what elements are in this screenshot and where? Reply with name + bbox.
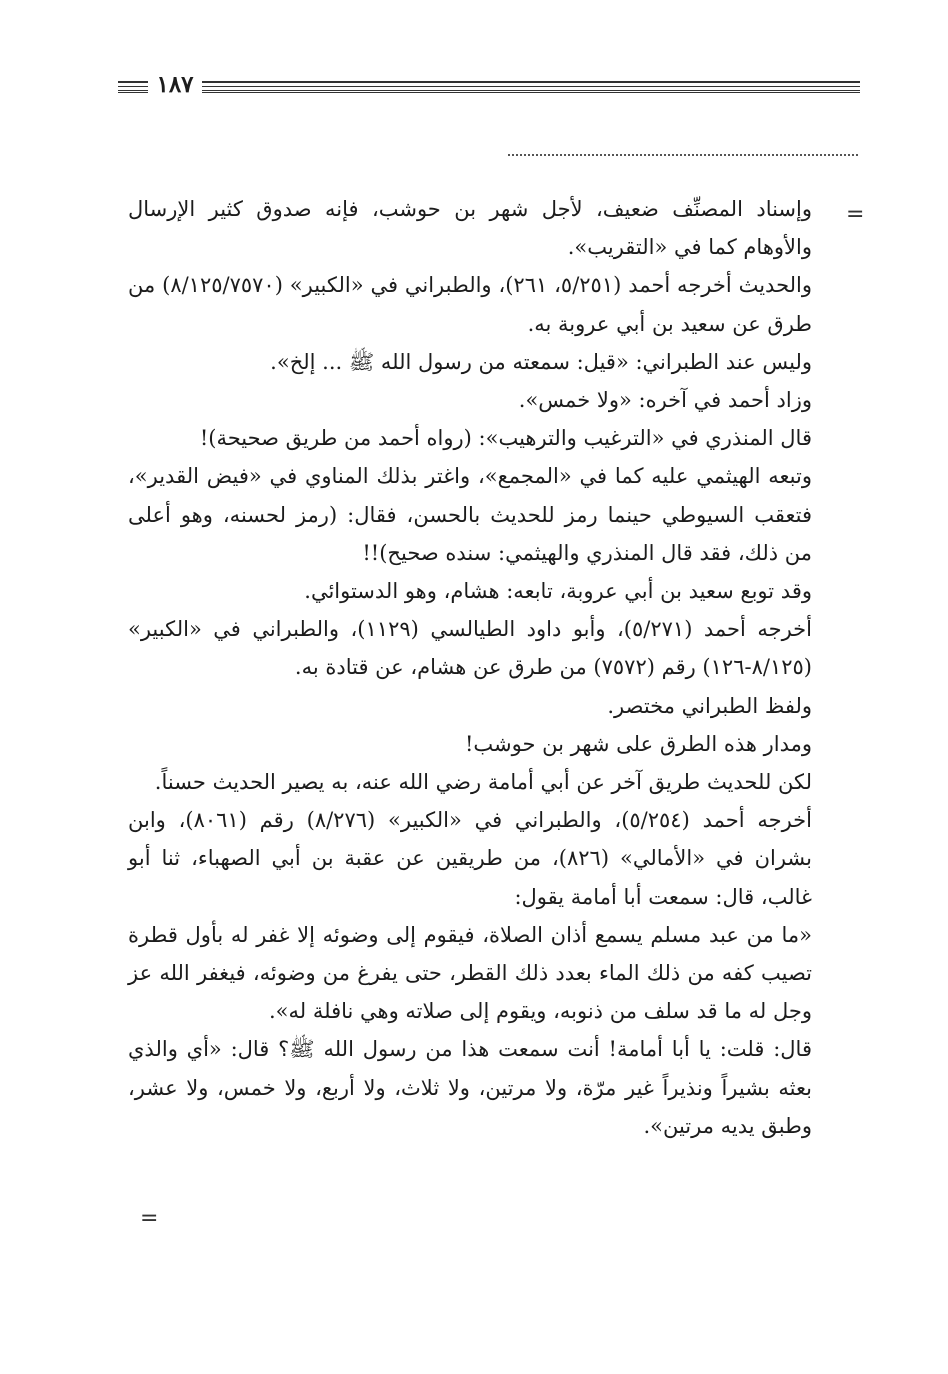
- paragraph: ولفظ الطبراني مختصر.: [607, 693, 812, 718]
- paragraph: والحديث أخرجه أحمد (٥/٢٥١، ٢٦١)، والطبراني في «الكبير» (٨/١٢٥/٧٥٧٠) من طرق عن سعيد بن أبي عروبة به.: [128, 273, 812, 336]
- paragraph: قال المنذري في «الترغيب والترهيب»: (رواه أحمد من طريق صحيحة)!: [199, 426, 812, 451]
- continuation-mark-bottom: =: [140, 1206, 159, 1231]
- paragraph: لكن للحديث طريق آخر عن أبي أمامة رضي الله عنه، به يصير الحديث حسناً.: [154, 770, 812, 795]
- paragraph: ومدار هذه الطرق على شهر بن حوشب!: [464, 731, 812, 756]
- paragraph: وزاد أحمد في آخره: «ولا خمس».: [518, 388, 812, 413]
- paragraph: أخرجه أحمد (٥/٢٥٤)، والطبراني في «الكبير» (٨/٢٧٦) رقم (٨٠٦١)، وابن بشران في «الأمالي» (٨٢٦)، من طريقين عن عقبة بن أبي الصهباء، ثنا أبو غالب، قال: سمعت أبا أمامة يقول:: [128, 808, 812, 909]
- paragraph: وإسناد المصنِّف ضعيف، لأجل شهر بن حوشب، فإنه صدوق كثير الإرسال والأوهام كما في «التقريب».: [128, 197, 812, 260]
- header-rule-right: [202, 81, 860, 93]
- page-number: ١٨٧: [156, 71, 194, 98]
- page-header: [118, 70, 860, 104]
- footnote-text: [128, 190, 812, 1145]
- header-rule-left: [118, 81, 148, 93]
- paragraph: قال: قلت: يا أبا أمامة! أنت سمعت هذا من رسول الله ﷺ؟ قال: «أي والذي بعثه بشيراً ونذيراً غير مرّة، ولا مرتين، ولا ثلاث، ولا أربع، ولا خمس، ولا عشر، وطبق يديه مرتين».: [128, 1037, 812, 1138]
- continuation-mark-top: =: [846, 202, 865, 227]
- paragraph: وليس عند الطبراني: «قيل: سمعته من رسول الله ﷺ ... إلخ».: [270, 349, 812, 374]
- paragraph: وقد توبع سعيد بن أبي عروبة، تابعه: هشام، وهو الدستوائي.: [304, 579, 812, 604]
- footnote-separator: [508, 154, 858, 156]
- paragraph: أخرجه أحمد (٥/٢٧١)، وأبو داود الطيالسي (١١٢٩)، والطبراني في «الكبير» (٨/١٢٥-١٢٦) رقم (٧٥٧٢) من طرق عن هشام، عن قتادة به.: [128, 617, 812, 680]
- paragraph: «ما من عبد مسلم يسمع أذان الصلاة، فيقوم إلى وضوئه إلا غفر له بأول قطرة تصيب كفه من ذلك الماء بعدد ذلك القطر، حتى يفرغ من وضوئه، فيغفر الله عز وجل له ما قد سلف من ذنوبه، ويقوم إلى صلاته وهي نافلة له».: [128, 922, 812, 1024]
- paragraph: وتبعه الهيثمي عليه كما في «المجمع»، واغتر بذلك المناوي في «فيض القدير»، فتعقب السيوطي حينما رمز للحديث بالحسن، فقال: (رمز لحسنه، وهو أعلى من ذلك، فقد قال المنذري والهيثمي: سنده صحيح)!!: [128, 464, 812, 565]
